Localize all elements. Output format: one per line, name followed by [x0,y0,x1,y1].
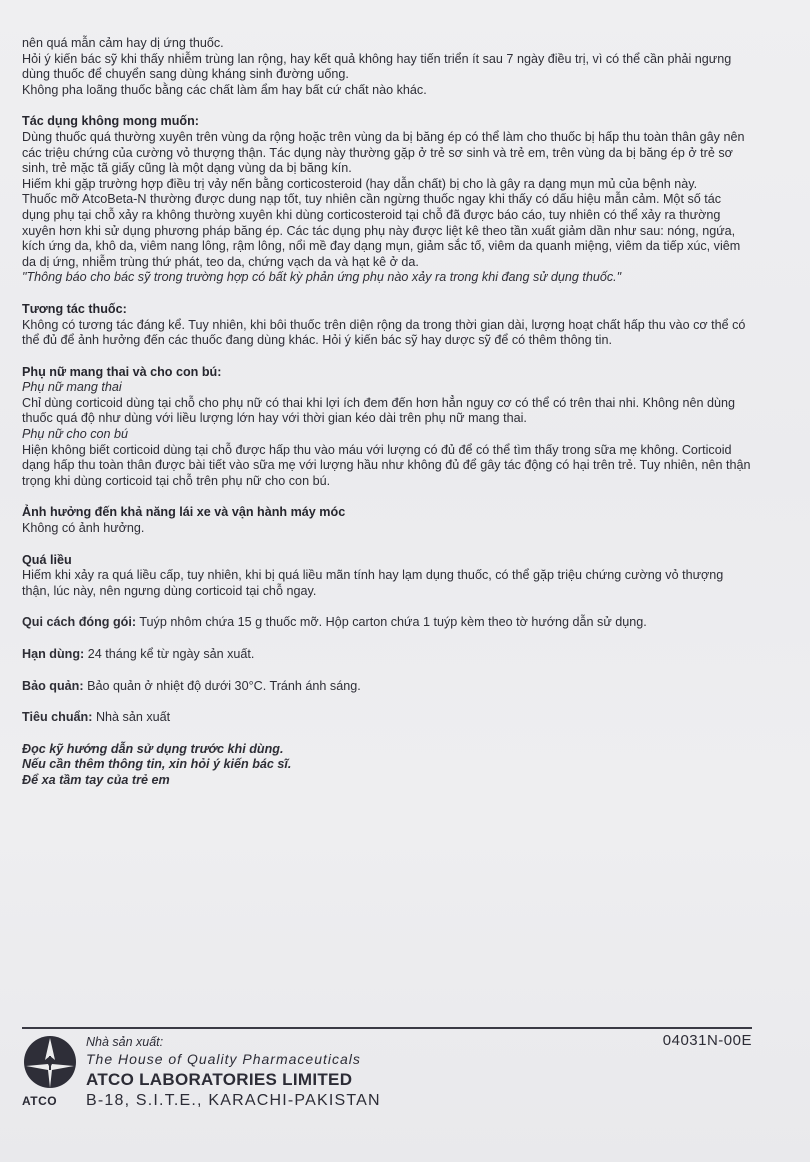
spacer [22,663,752,679]
interactions-heading: Tương tác thuốc: [22,301,127,316]
expiry-value: 24 tháng kể từ ngày sản xuất. [84,647,255,661]
side-effects-paragraph-3: Thuốc mỡ AtcoBeta-N thường được dung nạp tốt, tuy nhiên cần ngừng thuốc ngay khi thấy có dấu hiệu mẫn cảm. Một số tác dụng phụ tại chỗ xảy ra không thường xuyên khi dùng corticosteroid tại chỗ đã được báo cáo, tuy nhiên có thể xảy ra thường xuyên hơn khi sử dụng phương pháp băng ép. Các tác dụng phụ này được liệt kê theo tần xuất giảm dần như sau: nóng, ngứa, kích ứng da, khô da, viêm nang lông, rậm lông, nổi mề đay dạng mụn, giảm sắc tố, viêm da quanh miệng, viêm da tiếp xúc, viêm da dị ứng, nhiễm trùng thứ phát, teo da, chứng vạch da và hạt kê ở da. [22,192,741,269]
manufacturer-address: B-18, S.I.T.E., KARACHI-PAKISTAN [86,1092,381,1109]
intro-line-3: Không pha loãng thuốc bằng các chất làm ẩm hay bất cứ chất nào khác. [22,82,427,97]
spacer [22,694,752,710]
spacer [22,98,752,114]
interactions-paragraph: Không có tương tác đáng kể. Tuy nhiên, khi bôi thuốc trên diện rộng da trong thời gian dài, lượng hoạt chất hấp thu vào cơ thể có thể đủ để ảnh hưởng đến các thuốc đang dùng khác. Hỏi ý kiến bác sỹ hay dược sỹ để có thêm thông tin. [22,317,746,348]
manufacturer-tagline: The House of Quality Pharmaceuticals [86,1051,361,1067]
storage-value: Bảo quản ở nhiệt độ dưới 30°C. Tránh ánh sáng. [83,678,361,693]
side-effects-note: "Thông báo cho bác sỹ trong trường hợp có bất kỳ phản ứng phụ nào xảy ra trong khi đang sử dụng thuốc." [22,270,622,285]
storage-line [22,679,752,695]
intro-line-2: Hỏi ý kiến bác sỹ khi thấy nhiễm trùng lan rộng, hay kết quả không hay tiến triển ít sau 7 ngày điều trị, vì có thể cần phải ngưng dùng thuốc để chuyển sang dùng kháng sinh đường uống. [22,51,732,82]
expiry-label: Hạn dùng: [22,647,85,661]
spacer [22,286,752,302]
warning-ask-doctor: Nếu cần thêm thông tin, xin hỏi ý kiến bác sĩ. [22,757,292,772]
side-effects-paragraph-1: Dùng thuốc quá thường xuyên trên vùng da rộng hoặc trên vùng da bị băng ép có thể làm cho thuốc bị hấp thu toàn thân gây nên các triệu chứng của cường vỏ thượng thận. Tác dụng này thường gặp ở trẻ sơ sinh và trẻ em, trên vùng da bị băng ép ở trẻ sơ sinh, trẻ mặc tã giấy cũng là một dạng vùng da bị băng kín. [22,129,745,176]
driving-paragraph: Không có ảnh hưởng. [22,521,145,536]
expiry-line [22,647,752,663]
standard-line [22,710,752,726]
packaging-label: Qui cách đóng gói: [22,615,137,630]
overdose-paragraph: Hiếm khi xảy ra quá liều cấp, tuy nhiên, khi bị quá liều mãn tính hay lạm dụng thuốc, có thể gặp triệu chứng cường vỏ thượng thận, lúc này, nên ngưng dùng corticoid tại chỗ ngay. [22,568,724,598]
packaging-line [22,615,752,631]
pregnancy-subheading: Phụ nữ mang thai [22,380,122,395]
manufacturer-info [86,1034,381,1111]
standard-value: Nhà sản xuất [92,710,171,725]
storage-label: Bảo quản: [22,678,84,693]
leaflet-body [22,36,752,789]
document-code: 04031N-00E [662,1032,752,1049]
side-effects-paragraph-2: Hiếm khi gặp trường hợp điều trị vảy nến bằng corticosteroid (hay dẫn chất) bị cho là gây ra dạng mụn mủ của bệnh này. [22,176,698,191]
footer-divider [22,1027,752,1029]
warning-keep-from-children: Để xa tầm tay của trẻ em [22,772,170,787]
logo-wordmark: ATCO [22,1094,58,1108]
packaging-value: Tuýp nhôm chứa 15 g thuốc mỡ. Hộp carton chứa 1 tuýp kèm theo tờ hướng dẫn sử dụng. [136,615,647,630]
pregnancy-heading: Phụ nữ mang thai và cho con bú: [22,364,222,379]
side-effects-heading: Tác dụng không mong muốn: [22,114,199,129]
pregnancy-paragraph: Chỉ dùng corticoid dùng tại chỗ cho phụ nữ có thai khi lợi ích đem đến hơn hẳn nguy cơ có thể có trên thai nhi. Không nên dùng thuốc quá độ như dùng với liều lượng lớn hay với thời gian kéo dài trên phụ nữ mang thai. [22,395,736,426]
breastfeeding-subheading: Phụ nữ cho con bú [22,427,129,442]
spacer [22,726,752,742]
overdose-heading: Quá liều [22,552,72,567]
atco-logo-mark [22,1034,78,1094]
spacer [22,349,752,365]
manufacturer-name: ATCO LABORATORIES LIMITED [86,1070,353,1089]
spacer [22,489,752,505]
warning-read-instructions: Đọc kỹ hướng dẫn sử dụng trước khi dùng. [22,741,284,756]
driving-heading: Ảnh hưởng đến khả năng lái xe và vận hành máy móc [22,505,346,520]
intro-line-1: nên quá mẫn cảm hay dị ứng thuốc. [22,36,224,50]
spacer [22,631,752,647]
atco-logo-icon [22,1034,78,1094]
spacer [22,537,752,553]
manufacturer-label: Nhà sản xuất: [86,1035,164,1049]
breastfeeding-paragraph: Hiện không biết corticoid dùng tại chỗ được hấp thu vào máu với lượng có đủ để có thể tìm thấy trong sữa mẹ không. Corticoid dạng hấp thu toàn thân được bài tiết vào sữa mẹ với lượng hầu như không đủ để gây tác động có hại trên trẻ. Tuy nhiên, nên thận trọng khi dùng corticoid tại chỗ trên phụ nữ cho con bú. [22,442,751,488]
manufacturer-footer [22,1032,752,1122]
standard-label: Tiêu chuẩn: [22,710,93,725]
spacer [22,599,752,615]
